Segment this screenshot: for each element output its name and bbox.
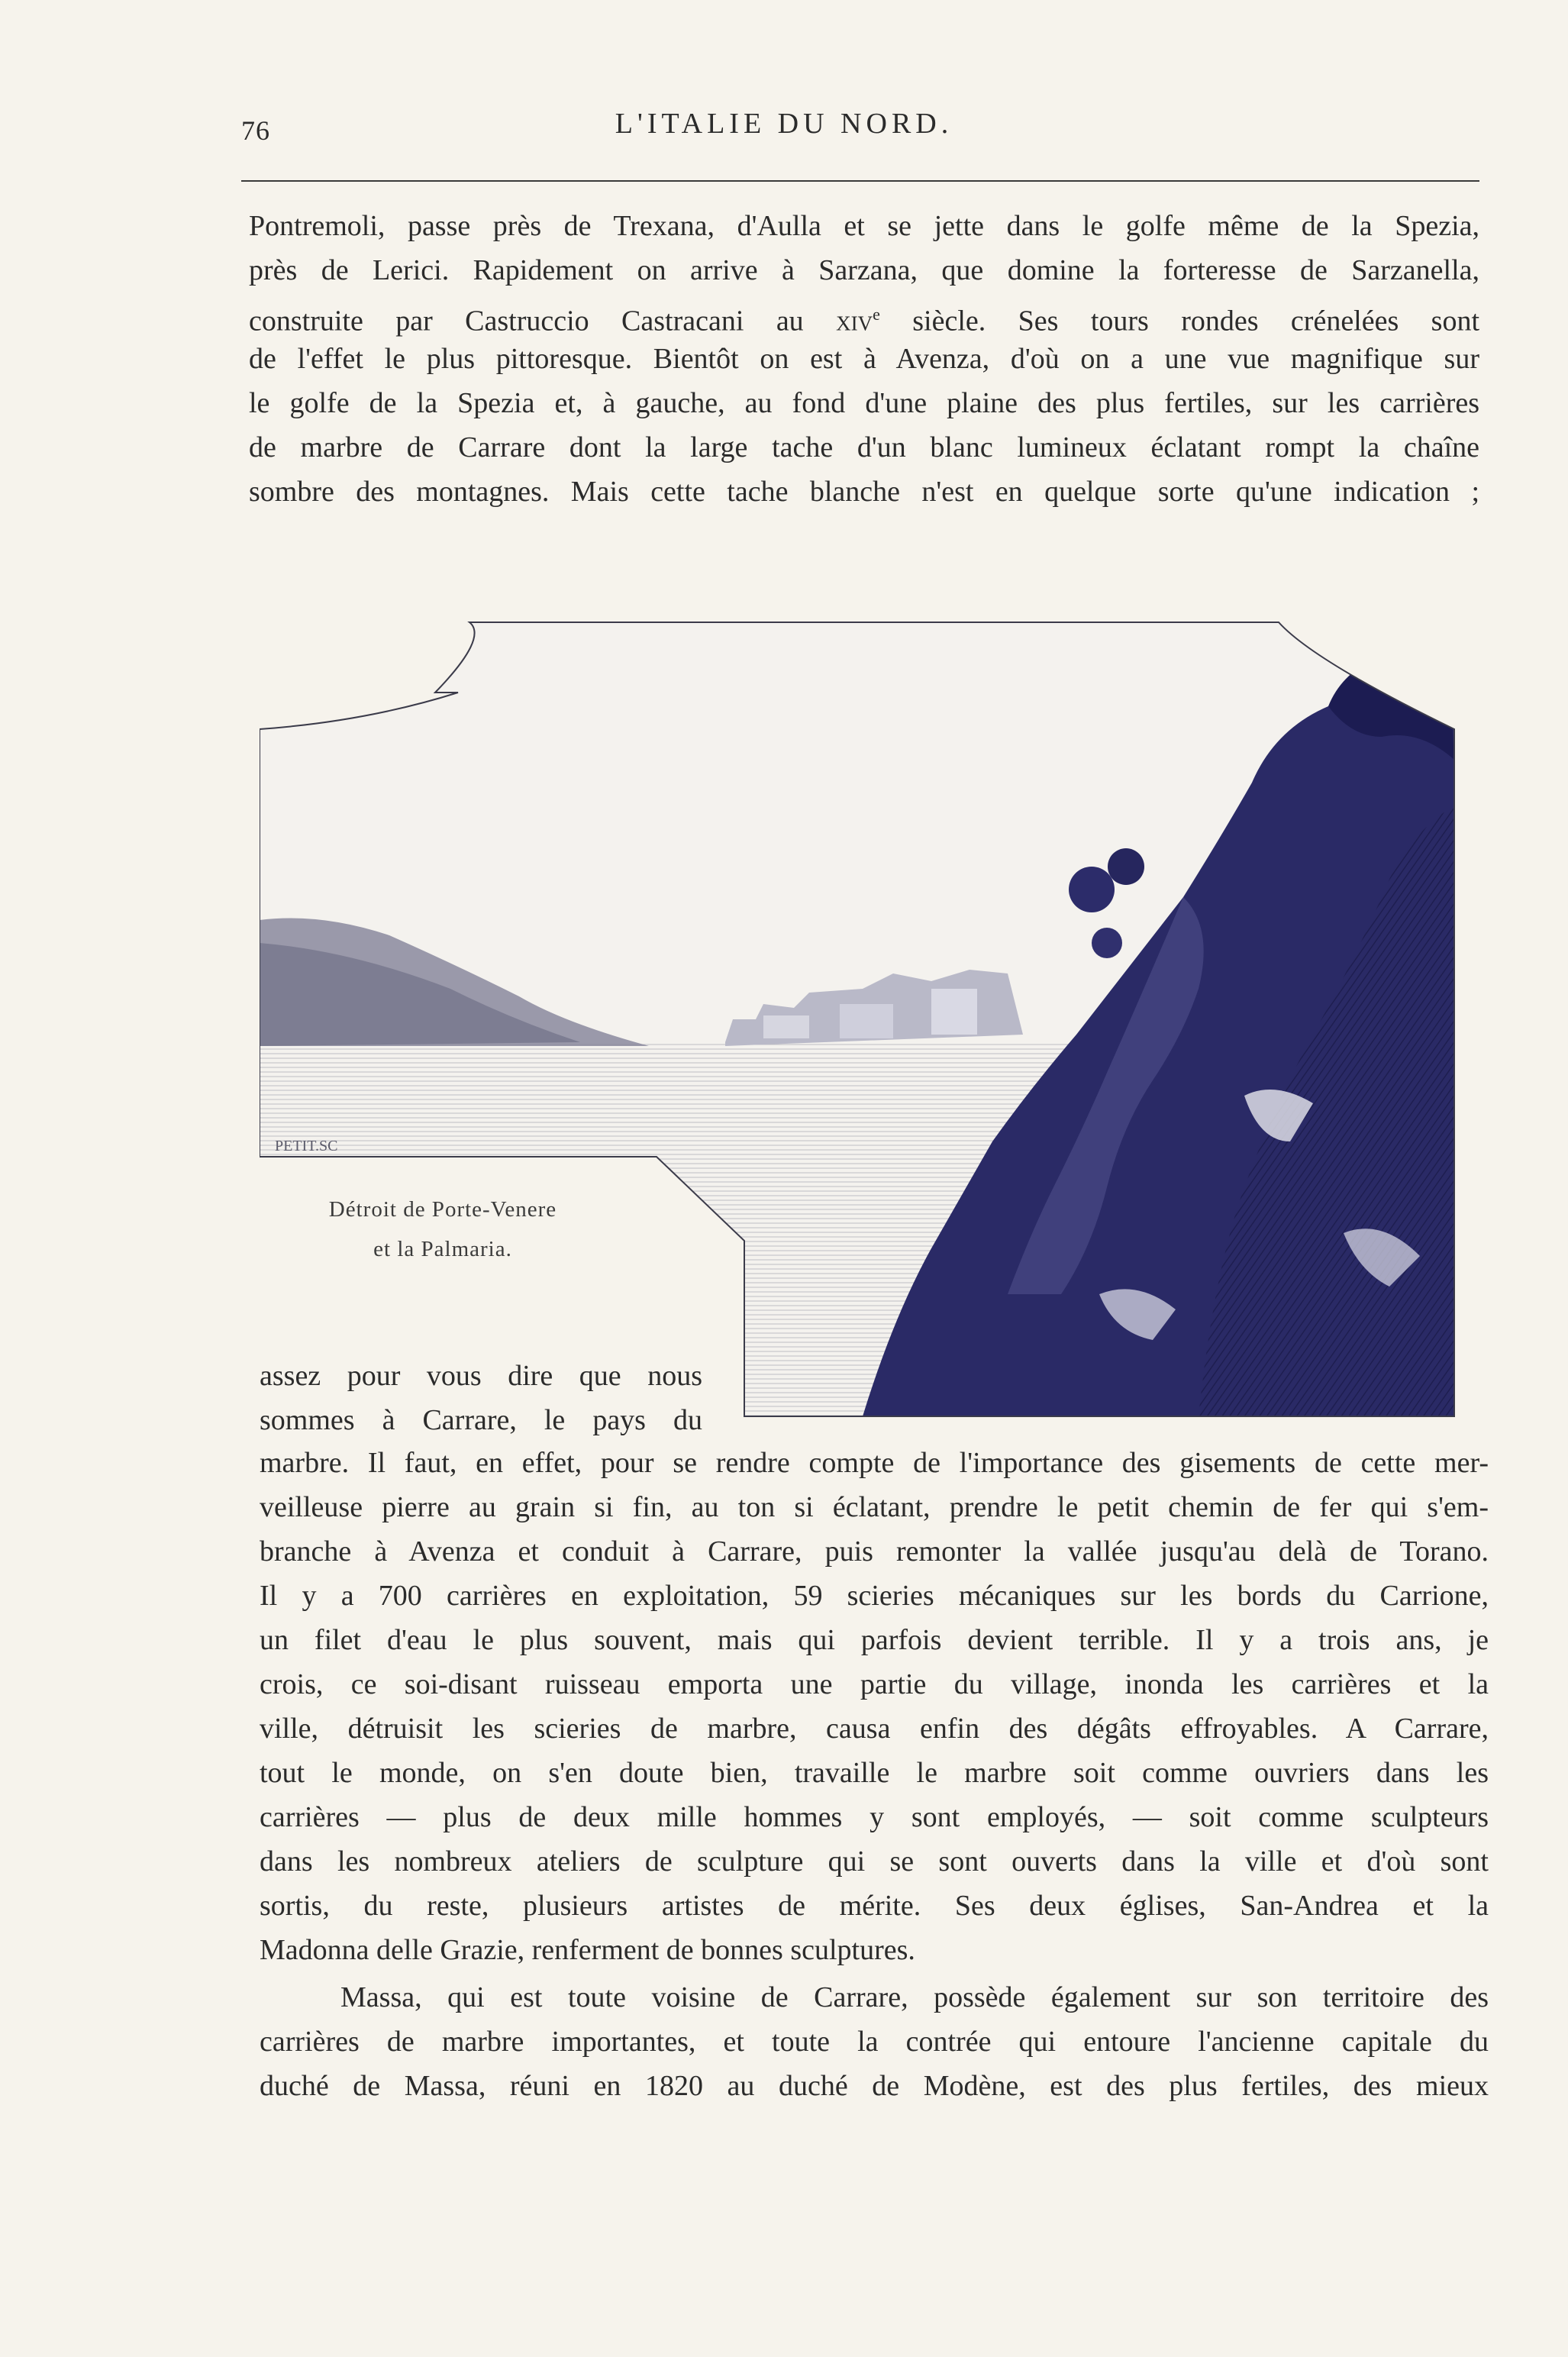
text-line: branche à Avenza et conduit à Carrare, puis remonter la vallée jusqu'au delà de Torano. xyxy=(260,1535,1489,1568)
text-line: sortis, du reste, plusieurs artistes de mérite. Ses deux églises, San-Andrea et la xyxy=(260,1890,1489,1922)
figure-caption-line-1: Détroit de Porte-Venere xyxy=(328,1197,557,1222)
text-line: tout le monde, on s'en doute bien, travaille le marbre soit comme ouvriers dans les xyxy=(260,1757,1489,1789)
text-line: carrières de marbre importantes, et toute la contrée qui entoure l'ancienne capitale du xyxy=(260,2026,1489,2058)
text-line: sombre des montagnes. Mais cette tache blanche n'est en quelque sorte qu'une indication ; xyxy=(249,476,1479,508)
text-line: crois, ce soi-disant ruisseau emporta une partie du village, inonda les carrières et la xyxy=(260,1668,1489,1700)
header-rule xyxy=(241,180,1479,182)
text-line: assez pour vous dire que nous xyxy=(260,1360,702,1392)
text-line: duché de Massa, réuni en 1820 au duché de Modène, est des plus fertiles, des mieux xyxy=(260,2070,1489,2102)
figure-caption-line-2: et la Palmaria. xyxy=(373,1237,512,1261)
text-line: près de Lerici. Rapidement on arrive à Sarzana, que domine la forteresse de Sarzanella, xyxy=(249,254,1479,286)
text-line: Madonna delle Grazie, renferment de bonnes sculptures. xyxy=(260,1934,915,1966)
text-line: marbre. Il faut, en effet, pour se rendre compte de l'importance des gisements de cette mer- xyxy=(260,1447,1489,1479)
text-line: le golfe de la Spezia et, à gauche, au fond d'une plaine des plus fertiles, sur les carrières xyxy=(249,387,1479,419)
text-line: de l'effet le plus pittoresque. Bientôt on est à Avenza, d'où on a une vue magnifique sur xyxy=(249,343,1479,375)
text-line: ville, détruisit les scieries de marbre, causa enfin des dégâts effroyables. A Carrare, xyxy=(260,1713,1489,1745)
text-line: un filet d'eau le plus souvent, mais qui parfois devient terrible. Il y a trois ans, je xyxy=(260,1624,1489,1656)
text-line: construite par Castruccio Castracani au xiv$^e$ siècle. Ses tours rondes crénelées sont xyxy=(249,305,1480,337)
engraving-porto-venere xyxy=(260,607,1496,1432)
text-line: Pontremoli, passe près de Trexana, d'Aulla et se jette dans le golfe même de la Spezia, xyxy=(249,210,1479,242)
page-number: 76 xyxy=(241,115,270,146)
text-line: sommes à Carrare, le pays du xyxy=(260,1404,702,1436)
text-line: Massa, qui est toute voisine de Carrare, possède également sur son territoire des xyxy=(340,1981,1489,2013)
engraver-signature: PETIT.SC xyxy=(275,1138,338,1154)
text-line: Il y a 700 carrières en exploitation, 59 scieries mécaniques sur les bords du Carrione, xyxy=(260,1580,1489,1612)
text-line: dans les nombreux ateliers de sculpture qui se sont ouverts dans la ville et d'où sont xyxy=(260,1845,1489,1878)
text-line: veilleuse pierre au grain si fin, au ton si éclatant, prendre le petit chemin de fer qui s'em- xyxy=(260,1491,1489,1523)
running-head: L'ITALIE DU NORD. xyxy=(615,108,953,140)
text-line: carrières — plus de deux mille hommes y sont employés, — soit comme sculpteurs xyxy=(260,1801,1489,1833)
text-line: de marbre de Carrare dont la large tache d'un blanc lumineux éclatant rompt la chaîne xyxy=(249,431,1479,463)
